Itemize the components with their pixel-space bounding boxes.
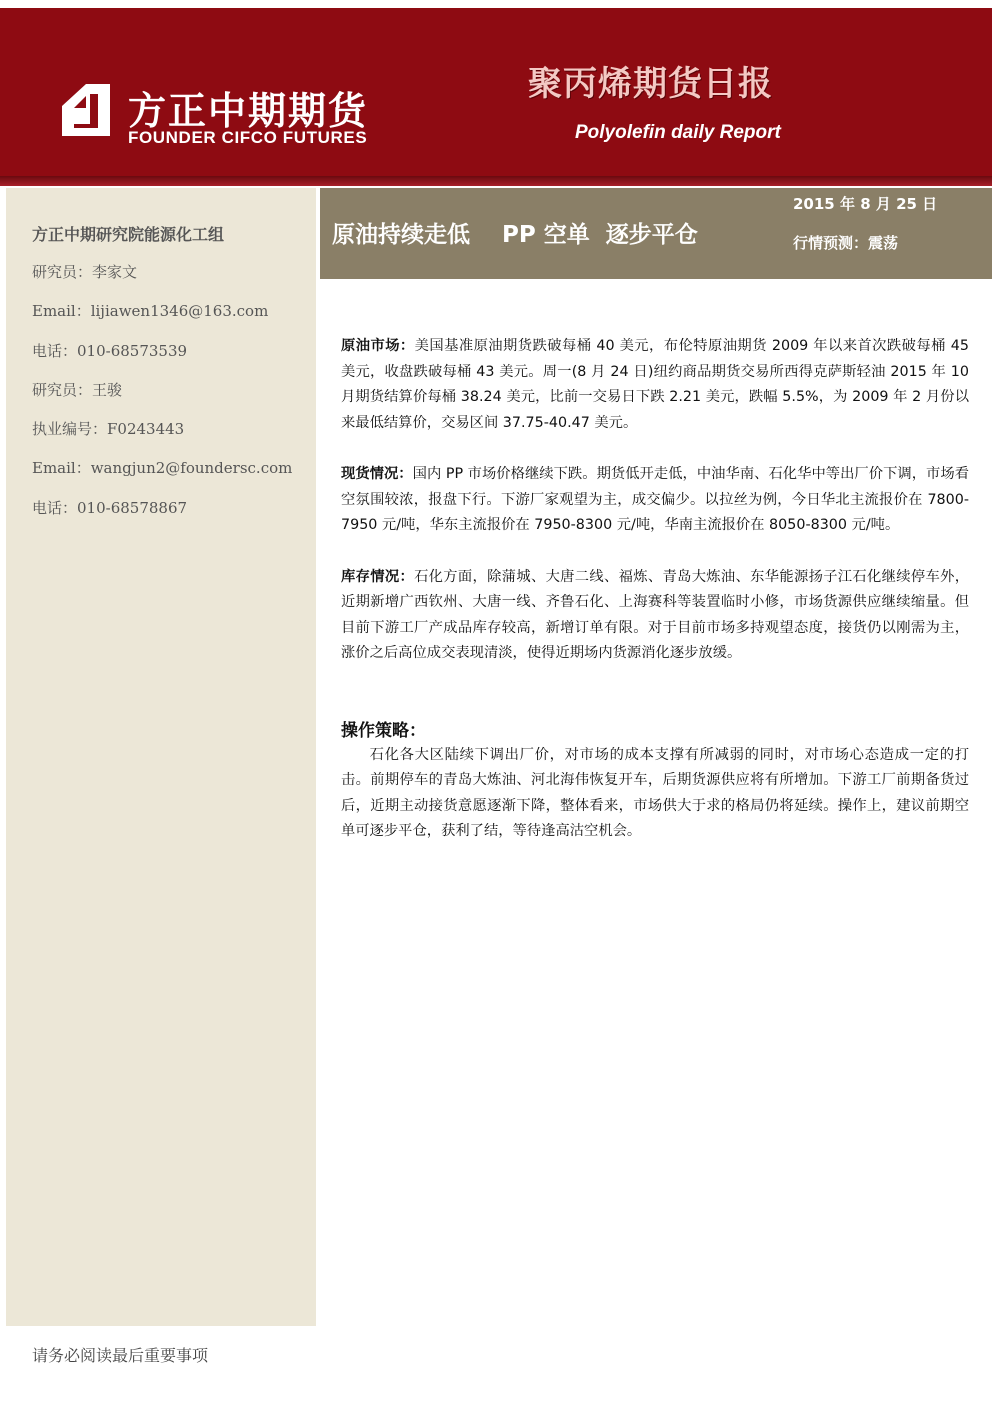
crude-oil-text: 美国基准原油期货跌破每桶 40 美元，布伦特原油期货 2009 年以来首次跌破每桶 45 美元，收盘跌破每桶 43 美元。周一(8 月 24 日)纽约商品期货交易所西得克萨斯轻油 2015 年 10 月期货结算价每桶 38.24 美元，比前一交易日下跌 2.21 美元，跌幅 5.5%，为 2009 年 2 月份以来最低结算价，交易区间 37.75-40.47 美元。 xyxy=(341,338,969,431)
company-name-cn: 方正中期期货 xyxy=(128,89,369,133)
inventory-label: 库存情况： xyxy=(341,568,415,585)
analyst-contact-list xyxy=(32,262,292,537)
analyst-1-phone: 电话：010-68573539 xyxy=(32,341,188,360)
analyst-1-name: 研究员：李家文 xyxy=(32,263,138,281)
disclaimer-note: 请务必阅读最后重要事项 xyxy=(32,1346,209,1365)
analyst-2-name: 研究员：王骏 xyxy=(32,380,123,399)
report-date: 2015 年 8 月 25 日 xyxy=(793,195,938,213)
spot-label: 现货情况： xyxy=(341,466,413,482)
report-subtitle: Polyolefin daily Report xyxy=(575,122,781,143)
research-group-name: 方正中期研究院能源化工组 xyxy=(32,225,225,244)
analyst-2-phone: 电话：010-68578867 xyxy=(32,498,188,517)
strategy-heading: 操作策略： xyxy=(341,720,426,741)
inventory-paragraph xyxy=(341,565,969,667)
spot-paragraph xyxy=(341,462,969,539)
analyst-2-license: 执业编号：F0243443 xyxy=(32,420,185,439)
market-forecast: 行情预测：震荡 xyxy=(793,234,899,252)
report-body xyxy=(341,334,969,845)
crude-oil-label: 原油市场： xyxy=(341,338,415,354)
header-divider-strip xyxy=(0,176,992,186)
crude-oil-paragraph xyxy=(341,334,969,436)
inventory-text: 石化方面，除蒲城、大唐二线、福炼、青岛大炼油、东华能源扬子江石化继续停车外，近期新增广西钦州、大唐一线、齐鲁石化、上海赛科等装置临时小修，市场货源供应继续缩量。但目前下游工厂产成品库存较高，新增订单有限。对于目前市场多持观望态度，接货仍以刚需为主，涨价之后高位成交表现清淡，使得近期场内货源消化逐步放缓。 xyxy=(341,568,969,661)
report-title: 聚丙烯期货日报 xyxy=(528,64,773,104)
analyst-1-email: Email：lijiawen1346@163.com xyxy=(32,302,269,321)
headline-title: 原油持续走低 PP 空单 逐步平仓 xyxy=(332,222,698,248)
company-logo-icon xyxy=(56,80,116,140)
company-name-en: FOUNDER CIFCO FUTURES xyxy=(128,128,368,147)
spot-text: 国内 PP 市场价格继续下跌。期货低开走低，中油华南、石化华中等出厂价下调，市场看空氛围较浓，报盘下行。下游厂家观望为主，成交偏少。以拉丝为例，今日华北主流报价在 7800-7950 元/吨，华东主流报价在 7950-8300 元/吨，华南主流报价在 8050-8300 元/吨。 xyxy=(341,466,970,533)
analyst-2-email: Email：wangjun2@foundersc.com xyxy=(32,459,293,478)
strategy-text: 石化各大区陆续下调出厂价，对市场的成本支撑有所减弱的同时，对市场心态造成一定的打击。前期停车的青岛大炼油、河北海伟恢复开车，后期货源供应将有所增加。下游工厂前期备货过后，近期主动接货意愿逐渐下降，整体看来，市场供大于求的格局仍将延续。操作上，建议前期空单可逐步平仓，获利了结，等待逢高沽空机会。 xyxy=(341,746,969,839)
